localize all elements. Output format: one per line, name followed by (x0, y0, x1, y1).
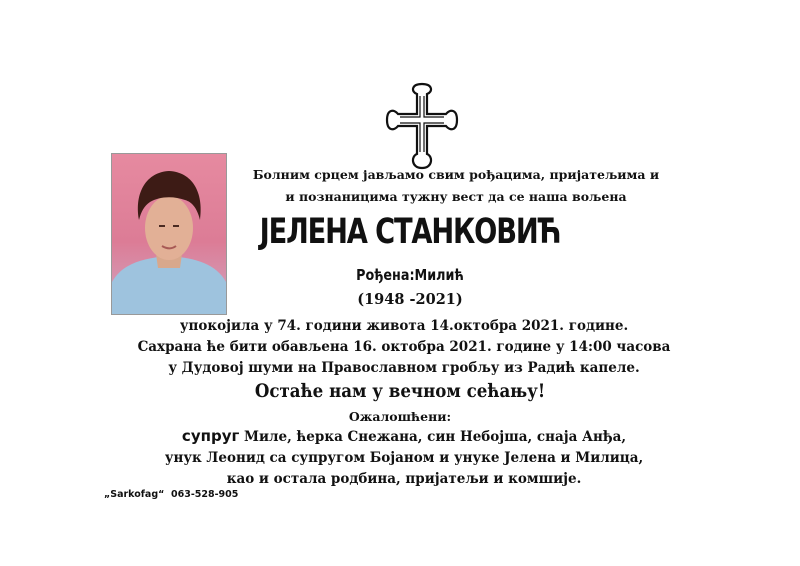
life-years: (1948 -2021) (357, 291, 463, 308)
intro-line-1: Болним срцем јављамо свим рођацима, пријатељима и (252, 167, 660, 182)
mourners-label: Ожалошћени: (348, 409, 452, 424)
details-line-3: у Дудовој шуми на Православном гробљу из Радић капеле. (168, 360, 640, 376)
family-first-word: супруг (181, 427, 240, 445)
details-line-1: упокојила у 74. години живота 14.октобра 2021. године. (179, 318, 629, 334)
orthodox-cross-icon (384, 82, 460, 170)
company-phone: 063-528-905 (170, 489, 239, 500)
maiden-name: Рођена:Милић (356, 266, 464, 284)
portrait-photo (111, 153, 227, 315)
details-line-2: Сахрана ће бити обављена 16. октобра 2021. године у 14:00 часова (137, 339, 671, 355)
company-name: „Sarkofag“ (104, 489, 165, 500)
footer (104, 489, 238, 500)
intro-line-2: и познаницима тужну вест да се наша вољена (285, 189, 627, 204)
memory-phrase: Остаће нам у вечном сећању! (254, 381, 546, 402)
family-line-1-rest: Миле, ћерка Снежана, син Небојша, снаја Анђа, (239, 429, 627, 445)
family-line-2: унук Леонид са супругом Бојаном и унуке Јелена и Милица, (164, 450, 644, 466)
family-line-3: као и остала родбина, пријатељи и комшије. (226, 471, 582, 487)
deceased-name: ЈЕЛЕНА СТАНКОВИЋ (259, 212, 561, 252)
family-line-1 (124, 426, 684, 448)
